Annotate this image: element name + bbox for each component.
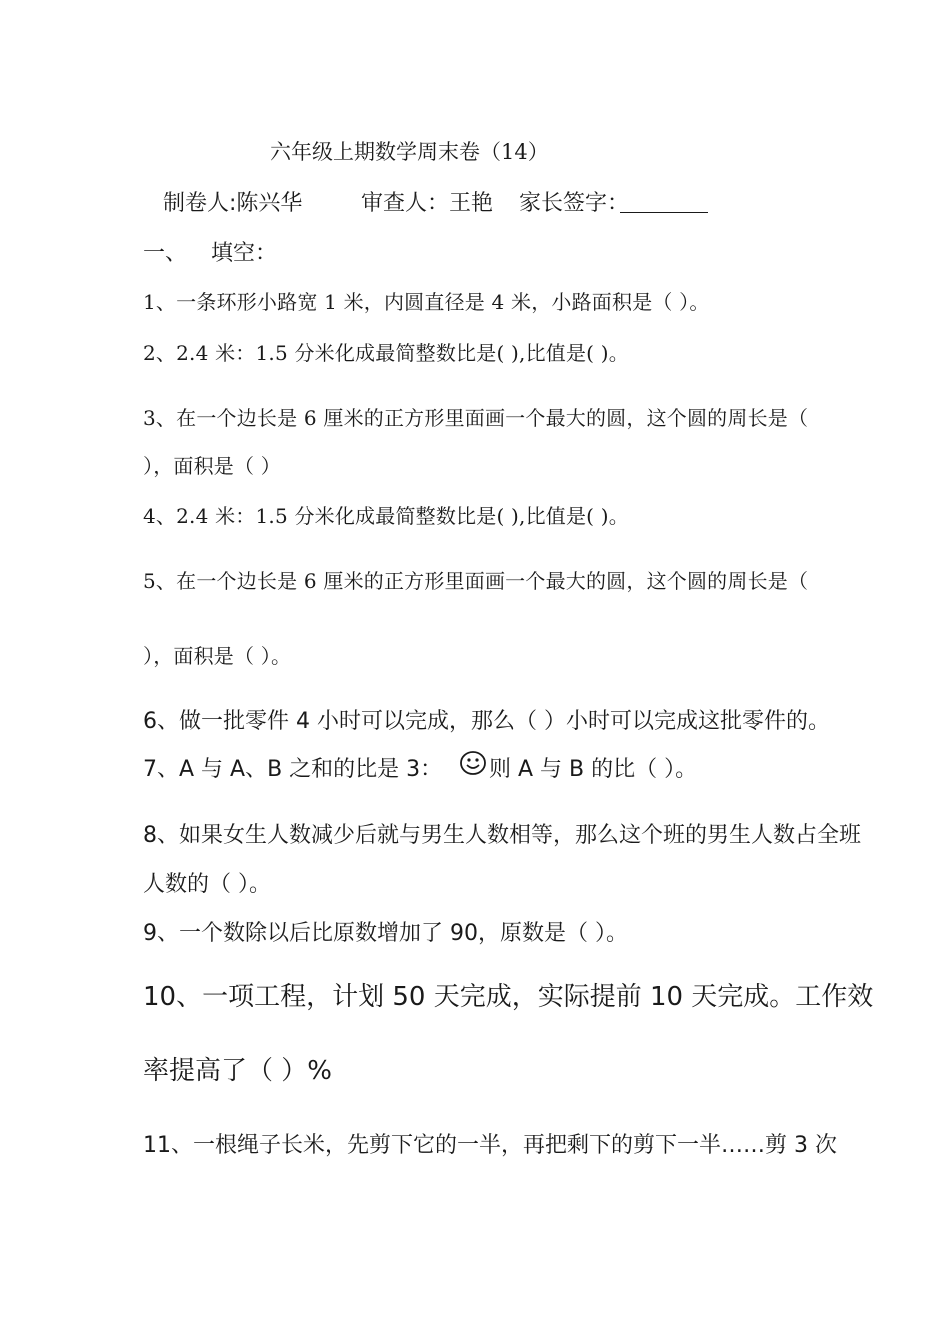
parent-signature-field[interactable]: [620, 188, 708, 213]
question-1: 1、一条环形小路宽 1 米，内圆直径是 4 米，小路面积是（ ）。: [143, 290, 710, 314]
question-2: 2、2.4 米：1.5 分米化成最简整数比是( ),比值是( )。: [143, 341, 629, 365]
question-9: 9、一个数除以后比原数增加了 90，原数是（ ）。: [143, 921, 628, 946]
question-3-line-1: 3、在一个边长是 6 厘米的正方形里面画一个最大的圆，这个圆的周长是（: [143, 406, 809, 430]
section-heading: [143, 236, 277, 267]
section-number: 一、: [143, 241, 188, 266]
question-11: 11、一根绳子长米，先剪下它的一半，再把剩下的剪下一半……剪 3 次: [143, 1133, 837, 1158]
question-8-line-1: 8、如果女生人数减少后就与男生人数相等，那么这个班的男生人数占全班: [143, 823, 861, 848]
question-7-part-2: 则 A 与 B 的比（ ）。: [489, 757, 698, 782]
question-3-line-2: ），面积是（ ）: [143, 454, 281, 478]
section-title: 填空：: [211, 241, 278, 266]
question-5-line-1: 5、在一个边长是 6 厘米的正方形里面画一个最大的圆，这个圆的周长是（: [143, 569, 809, 593]
question-5-line-2: ），面积是（ ）。: [143, 644, 292, 668]
page-title: 六年级上期数学周末卷（14）: [270, 140, 549, 164]
parent-sign-label: 家长签字：: [519, 191, 630, 216]
reviewer-label: 审查人：王艳: [361, 191, 494, 216]
question-4: 4、2.4 米：1.5 分米化成最简整数比是( ),比值是( )。: [143, 504, 629, 528]
question-7-part-1: 7、A 与 A、B 之和的比是 3：: [143, 757, 443, 782]
maker-label: 制卷人:陈兴华: [163, 191, 303, 216]
smiley-icon: [459, 750, 489, 778]
question-8-line-2: 人数的（ ）。: [143, 872, 271, 897]
question-10-line-2: 率提高了（ ）%: [143, 1056, 332, 1086]
question-10-line-1: 10、一项工程，计划 50 天完成，实际提前 10 天完成。工作效: [143, 982, 874, 1012]
question-6: 6、做一批零件 4 小时可以完成，那么（ ）小时可以完成这批零件的。: [143, 709, 830, 734]
